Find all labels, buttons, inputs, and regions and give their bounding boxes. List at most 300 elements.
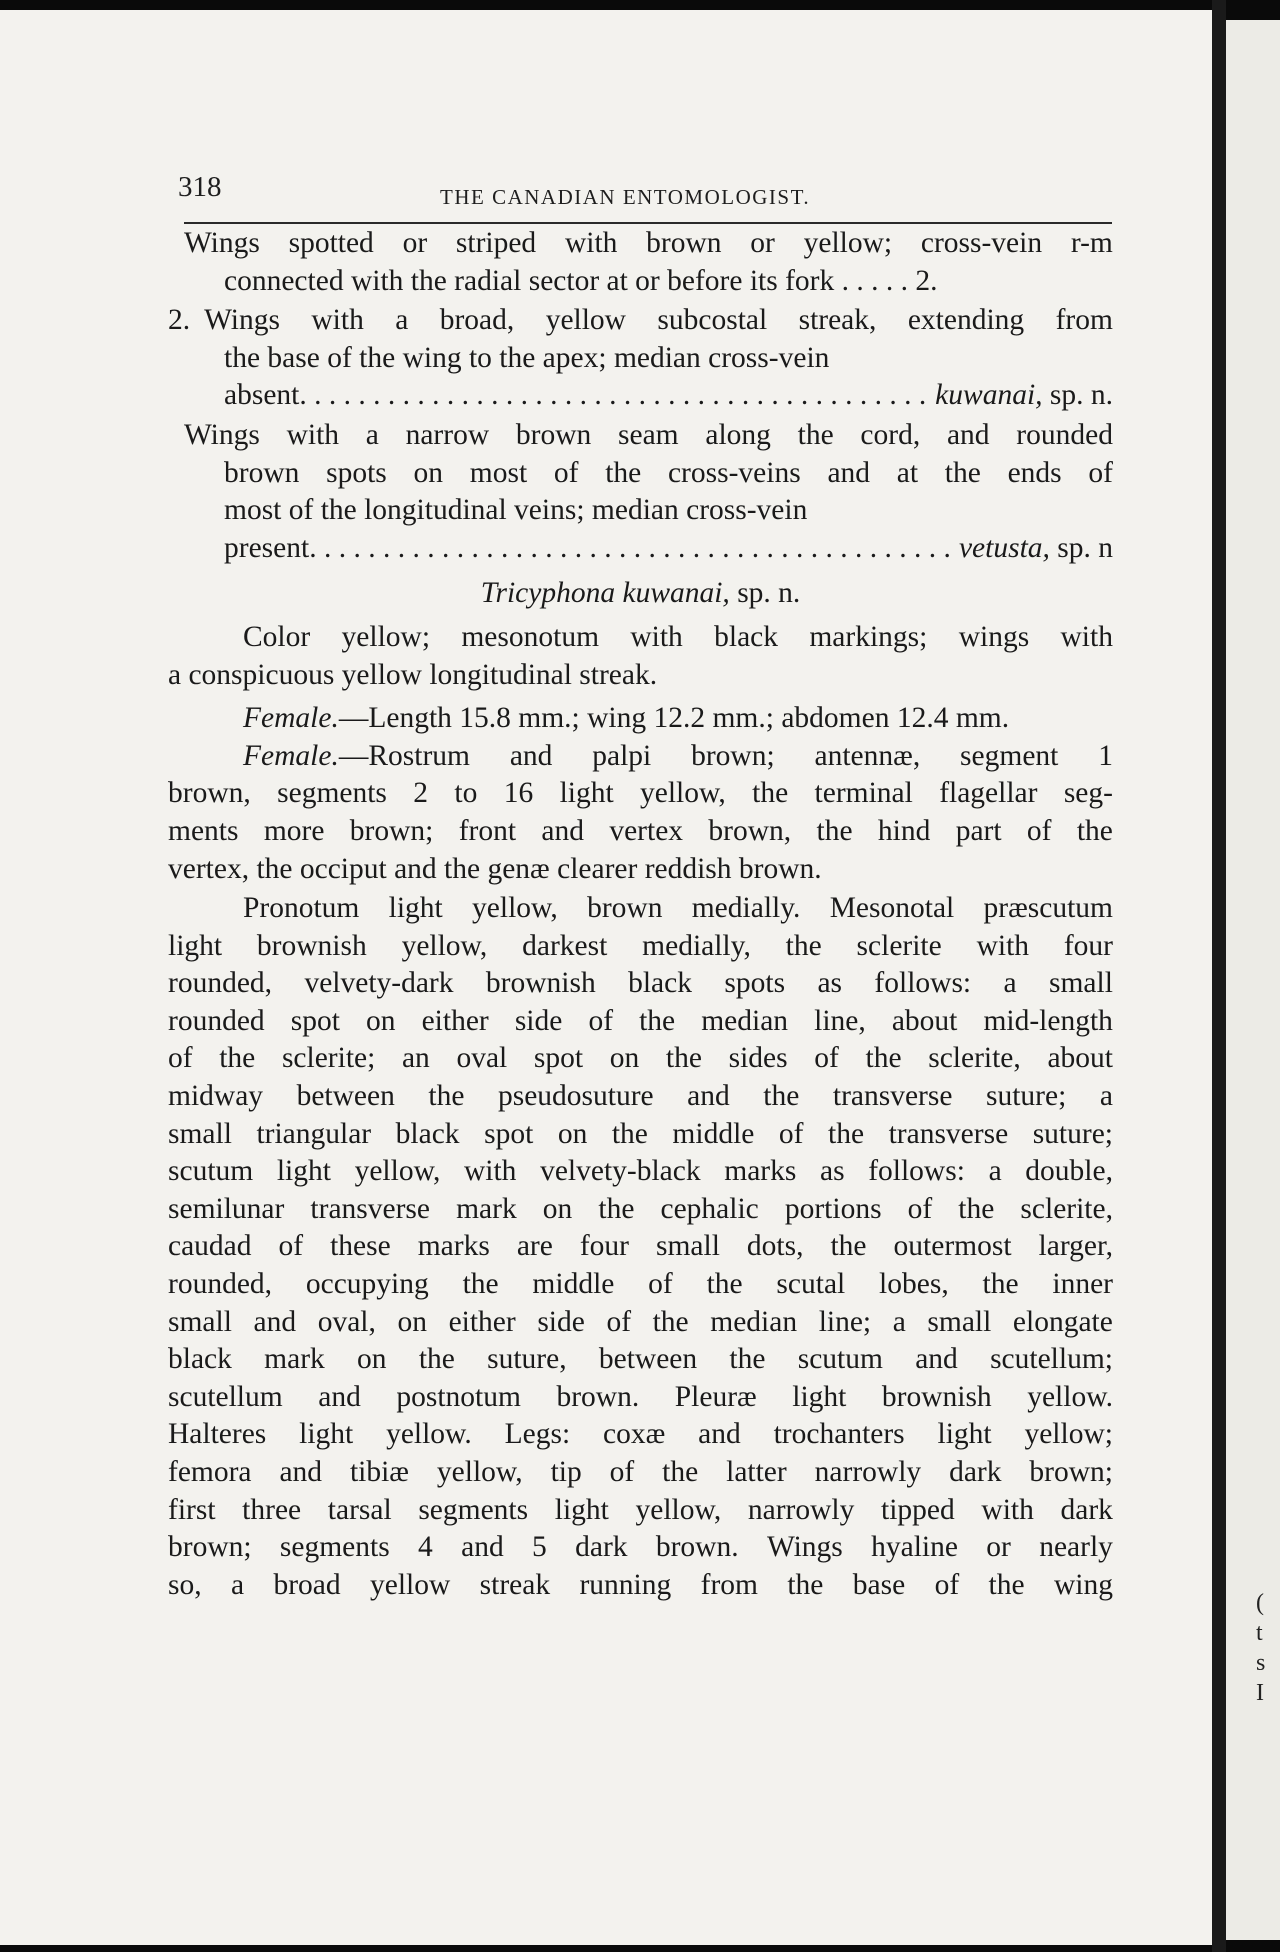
word: extending <box>907 304 1025 337</box>
word: the <box>428 1080 465 1113</box>
word: mark <box>264 1343 325 1376</box>
word: Mesonotal <box>829 892 955 925</box>
description-line <box>168 738 1113 776</box>
word: double, <box>1025 1155 1113 1188</box>
word: midway <box>168 1080 264 1113</box>
word: with <box>1060 620 1113 653</box>
page-body <box>168 225 1113 1604</box>
word: of <box>934 1568 960 1601</box>
body-line <box>168 965 1113 1003</box>
word: of <box>778 1117 804 1150</box>
word: running <box>579 1568 672 1601</box>
word: a <box>892 1305 906 1338</box>
word: caudad <box>168 1230 252 1263</box>
word: yellow, <box>436 1456 523 1488</box>
word: or <box>750 227 775 259</box>
word: a <box>395 304 409 337</box>
word: with <box>463 1155 517 1188</box>
word: striped <box>455 227 537 259</box>
word: yellow <box>545 304 626 337</box>
word: along <box>705 418 771 451</box>
word: brown. <box>556 1380 640 1413</box>
word: seg- <box>1063 777 1113 810</box>
word: transverse <box>888 1117 1009 1150</box>
word: the <box>1076 814 1113 847</box>
word: so, <box>168 1568 202 1601</box>
word: mid-length <box>983 1004 1113 1037</box>
word: brown, <box>168 777 251 810</box>
measurements-text: —Length 15.8 mm.; wing 12.2 mm.; abdomen 12.4 mm. <box>338 702 1010 735</box>
word: tarsal <box>327 1493 392 1526</box>
word: of <box>1026 814 1052 847</box>
word: the <box>219 1042 256 1075</box>
word: yellow. <box>386 1418 472 1451</box>
word: yellow. <box>1027 1380 1113 1413</box>
word: rounded, <box>168 1268 273 1301</box>
word: sclerite, <box>1020 1192 1113 1225</box>
word: between <box>598 1343 698 1376</box>
word: wing <box>1053 1568 1113 1601</box>
word: cross-veins <box>667 456 801 489</box>
body-line <box>168 928 1113 966</box>
key-couplet-2 <box>168 302 1113 340</box>
word: the <box>830 1230 867 1263</box>
word: brown; <box>1029 1456 1113 1488</box>
word: narrow <box>405 418 490 451</box>
word: with <box>286 418 340 451</box>
word: of <box>907 1192 933 1225</box>
word: terminal <box>814 777 913 810</box>
word: scutum <box>797 1343 883 1376</box>
word: side <box>514 1004 563 1037</box>
word: transverse <box>310 1192 431 1225</box>
word: with <box>976 929 1030 962</box>
word: follows: <box>868 1155 965 1188</box>
word: brown; <box>691 739 775 772</box>
word: antennæ, <box>814 739 921 772</box>
word: small <box>927 1305 992 1338</box>
key-line <box>168 417 1113 455</box>
word: suture, <box>487 1343 567 1376</box>
word: 2 <box>413 777 429 810</box>
word: with <box>564 227 618 259</box>
word: at <box>896 456 919 489</box>
word: postnotum <box>396 1380 521 1413</box>
word: and <box>461 1531 504 1564</box>
word: the <box>418 1343 455 1376</box>
species-suffix: sp. n <box>1057 531 1113 564</box>
body-line <box>168 1153 1113 1191</box>
word: the <box>797 418 834 451</box>
word: marks <box>417 1230 490 1263</box>
word: vertex <box>609 814 684 847</box>
facing-page-fragment: ( <box>1256 1590 1264 1616</box>
word: suture; <box>1032 1117 1113 1150</box>
word: yellow; <box>1024 1418 1113 1451</box>
word: streak <box>479 1568 551 1601</box>
female-label: Female. <box>243 702 339 735</box>
word: either <box>421 1004 489 1037</box>
word: with <box>311 304 364 337</box>
word: darkest <box>522 929 608 962</box>
species-title: Tricyphona kuwanai, <box>480 577 730 610</box>
word: rounded <box>168 1004 265 1037</box>
word: four <box>579 1230 629 1263</box>
word: these <box>330 1230 391 1263</box>
word: the <box>706 1268 743 1301</box>
word: the <box>665 1042 702 1075</box>
word: segments <box>279 1531 390 1564</box>
word: brown, <box>708 814 792 847</box>
word: the <box>958 1192 995 1225</box>
word: the <box>639 1004 676 1037</box>
word: medially. <box>691 892 801 925</box>
word: spotted <box>288 227 374 259</box>
word: a <box>230 1568 245 1601</box>
word: the <box>462 1268 499 1301</box>
word: brown <box>515 418 592 451</box>
body-line <box>168 1191 1113 1229</box>
word: median <box>710 1305 798 1338</box>
word: tip <box>550 1456 582 1488</box>
word: seam <box>618 418 679 451</box>
word: brown; <box>168 1531 252 1564</box>
thorax-description <box>168 928 1113 1605</box>
word: Wings <box>204 304 280 337</box>
body-line: a conspicuous yellow longitudinal streak. <box>168 658 658 691</box>
word: of <box>588 1004 614 1037</box>
book-gutter <box>1212 0 1226 1952</box>
word: yellow; <box>803 227 893 259</box>
word: ends <box>1007 456 1062 489</box>
word: brown <box>646 227 722 259</box>
body-line <box>168 1567 1113 1605</box>
word: cord, <box>860 418 921 451</box>
word: segment <box>960 739 1059 772</box>
word: sides <box>728 1042 788 1075</box>
word: spot <box>484 1117 534 1150</box>
word: black <box>168 1343 232 1376</box>
body-line <box>168 1341 1113 1379</box>
word: black <box>395 1117 460 1150</box>
word: velvety-dark <box>304 967 454 1000</box>
word: a <box>988 1155 1002 1188</box>
body-line <box>168 890 1113 928</box>
word: the <box>605 456 642 489</box>
word: small <box>656 1230 720 1263</box>
word: of <box>278 1230 304 1263</box>
word: oval <box>456 1042 508 1075</box>
word: outermost <box>893 1230 1012 1263</box>
word: the <box>944 456 981 489</box>
body-line <box>168 1003 1113 1041</box>
word: coxæ <box>603 1418 666 1451</box>
word: transverse <box>832 1080 953 1113</box>
word: and <box>687 1080 730 1113</box>
facing-page-fragment: t <box>1256 1620 1263 1646</box>
word: segments <box>277 777 387 810</box>
species-title-suffix: sp. n. <box>737 577 801 610</box>
word: most <box>469 456 528 489</box>
word: larger, <box>1038 1230 1113 1263</box>
word: the <box>752 777 789 810</box>
word: Color <box>243 620 311 653</box>
word: and <box>279 1456 323 1488</box>
word: latter <box>726 1456 787 1488</box>
word: follows: <box>874 967 972 1000</box>
word: on <box>357 1343 387 1376</box>
word: on <box>397 1305 427 1338</box>
word: of <box>648 1268 673 1301</box>
body-line <box>168 813 1113 851</box>
word: Wings <box>184 418 260 451</box>
word: brownish <box>485 967 596 1000</box>
word: and <box>509 739 553 772</box>
word: on <box>609 1042 640 1075</box>
word: the <box>598 1192 635 1225</box>
word: from <box>700 1568 758 1601</box>
key-line: the base of the wing to the apex; median cross-vein <box>224 341 830 374</box>
key-text: present <box>224 531 310 564</box>
word: wings <box>958 620 1030 653</box>
body-line <box>168 1529 1113 1567</box>
word: triangular <box>256 1117 372 1150</box>
word: of <box>168 1042 193 1075</box>
word: scutellum <box>168 1380 283 1413</box>
word: yellow, <box>354 1155 441 1188</box>
word: black <box>714 620 779 653</box>
header-rule <box>184 222 1112 224</box>
word: Wings <box>766 1531 843 1564</box>
word: light <box>937 1418 992 1451</box>
species-name: vetusta, <box>958 531 1050 564</box>
word: light <box>276 1155 331 1188</box>
body-line <box>168 1454 1113 1492</box>
word: ments <box>168 814 239 847</box>
word: on <box>413 456 444 489</box>
word: portions <box>784 1192 882 1225</box>
word: small <box>168 1305 232 1338</box>
word: —Rostrum <box>338 739 470 772</box>
word: rounded <box>1016 418 1113 451</box>
word: scutum <box>168 1155 254 1188</box>
word: sclerite; <box>281 1042 376 1075</box>
word: femora <box>168 1456 252 1488</box>
word: pseudosuture <box>497 1080 654 1113</box>
word: yellow <box>370 1568 451 1601</box>
word: and <box>318 1380 361 1413</box>
word: line, <box>814 1004 866 1037</box>
body-line <box>168 1266 1113 1304</box>
word: dark <box>949 1456 1002 1488</box>
word: part <box>955 814 1002 847</box>
word: and <box>541 814 584 847</box>
word: light <box>168 929 223 962</box>
word: a <box>1003 967 1017 1000</box>
word: the <box>865 1042 902 1075</box>
facing-page-fragment: I <box>1256 1680 1264 1706</box>
running-head: THE CANADIAN ENTOMOLOGIST. <box>440 185 811 209</box>
body-line <box>168 1078 1113 1116</box>
species-suffix: sp. n. <box>1049 379 1113 412</box>
word: to <box>454 777 478 810</box>
word: 5 <box>532 1531 547 1564</box>
word: elongate <box>1012 1305 1113 1338</box>
word: on <box>366 1004 396 1037</box>
word: a <box>1099 1080 1113 1113</box>
word: the <box>988 1568 1025 1601</box>
body-line <box>168 1416 1113 1454</box>
word: or <box>402 227 428 259</box>
word: and <box>915 1343 958 1376</box>
word: of <box>1088 456 1113 489</box>
word: an <box>401 1042 430 1075</box>
word: brownish <box>256 929 367 962</box>
key-leader-line <box>168 530 1113 568</box>
word: yellow; <box>341 620 431 653</box>
female-label: Female. <box>243 739 339 772</box>
word: tibiæ <box>349 1456 409 1488</box>
key-line: connected with the radial sector at or before its fork . . . . . 2. <box>224 264 938 297</box>
species-name: kuwanai, <box>935 379 1043 412</box>
word: occupying <box>305 1268 429 1301</box>
word: sclerite, <box>928 1042 1021 1075</box>
word: inner <box>1052 1268 1113 1301</box>
word: a <box>365 418 379 451</box>
word: side <box>537 1305 585 1338</box>
word: the <box>787 1568 824 1601</box>
word: the <box>982 1268 1019 1301</box>
description-words <box>339 738 1113 776</box>
word: cephalic <box>660 1192 759 1225</box>
measurements-line <box>168 700 1113 738</box>
word: oval, <box>317 1305 376 1338</box>
key-text: absent <box>224 379 300 412</box>
word: medially, <box>642 929 751 962</box>
word: broad <box>273 1568 341 1601</box>
word: Halteres <box>168 1418 267 1451</box>
word: palpi <box>592 739 652 772</box>
word: light <box>559 777 614 810</box>
word: mark <box>456 1192 517 1225</box>
word: narrowly <box>814 1456 922 1488</box>
body-line <box>168 775 1113 813</box>
word: three <box>242 1493 302 1526</box>
word: black <box>628 967 692 1000</box>
word: r-m <box>1070 227 1113 259</box>
word: brown; <box>349 814 434 847</box>
word: flagellar <box>939 777 1038 810</box>
word: tipped <box>881 1493 955 1526</box>
word: middle <box>532 1268 615 1301</box>
word: small <box>1049 967 1113 1000</box>
word: brown <box>587 892 663 925</box>
word: light <box>792 1380 847 1413</box>
word: scutal <box>776 1268 846 1301</box>
word: the <box>652 1305 689 1338</box>
word: spot <box>533 1042 584 1075</box>
word: Pronotum <box>243 892 360 925</box>
word: front <box>458 814 517 847</box>
word: 16 <box>503 777 534 810</box>
key-line: most of the longitudinal veins; median cross-vein <box>224 494 808 527</box>
word: the <box>828 1117 865 1150</box>
word: between <box>296 1080 395 1113</box>
word: four <box>1063 929 1113 962</box>
head-description <box>168 775 1113 888</box>
word: broad, <box>439 304 515 337</box>
word: narrowly <box>747 1493 855 1526</box>
word: are <box>516 1230 553 1263</box>
word: hind <box>877 814 931 847</box>
word: the <box>611 1117 648 1150</box>
word: mesonotum <box>461 620 600 653</box>
word: 4 <box>418 1531 433 1564</box>
word: light <box>554 1493 609 1526</box>
word: as <box>820 1155 845 1188</box>
word: of <box>814 1042 839 1075</box>
word: middle <box>672 1117 755 1150</box>
word: suture; <box>986 1080 1067 1113</box>
word: lobes, <box>879 1268 949 1301</box>
word: dark <box>1060 1493 1113 1526</box>
word: with <box>630 620 683 653</box>
word: of <box>609 1456 635 1488</box>
word: yellow, <box>640 777 726 810</box>
word: dark <box>575 1531 628 1564</box>
word: the <box>816 814 853 847</box>
word: Legs: <box>504 1418 571 1451</box>
word: brown <box>224 456 300 489</box>
word: spots <box>326 456 387 489</box>
word: yellow, <box>401 929 488 962</box>
word: streak, <box>798 304 877 337</box>
word: of <box>606 1305 632 1338</box>
word: Pleuræ <box>674 1380 757 1413</box>
word: nearly <box>1039 1531 1113 1564</box>
word: dots, <box>746 1230 804 1263</box>
word: first <box>168 1493 216 1526</box>
word: yellow, <box>472 892 558 925</box>
leader-dots <box>309 530 959 568</box>
word: the <box>785 929 822 962</box>
leader-dots <box>299 377 935 415</box>
facing-page-edge <box>1226 20 1280 1940</box>
word: the <box>763 1080 800 1113</box>
word: either <box>448 1305 516 1338</box>
word: cross-vein <box>920 227 1043 259</box>
word: and <box>827 456 871 489</box>
word: median <box>701 1004 789 1037</box>
word: from <box>1055 304 1113 337</box>
word: Wings <box>184 227 260 259</box>
page-header <box>178 165 1111 215</box>
word: on <box>542 1192 573 1225</box>
page-number: 318 <box>178 171 222 203</box>
body-line <box>168 619 1113 657</box>
word: and <box>946 418 990 451</box>
word: segments <box>418 1493 529 1526</box>
word: hyaline <box>871 1531 958 1564</box>
body-line <box>168 1379 1113 1417</box>
species-heading <box>168 575 1113 613</box>
body-line <box>168 1228 1113 1266</box>
word: marks <box>724 1155 797 1188</box>
word: velvety-black <box>540 1155 701 1188</box>
word: on <box>557 1117 588 1150</box>
body-line <box>168 1492 1113 1530</box>
word: light <box>299 1418 354 1451</box>
